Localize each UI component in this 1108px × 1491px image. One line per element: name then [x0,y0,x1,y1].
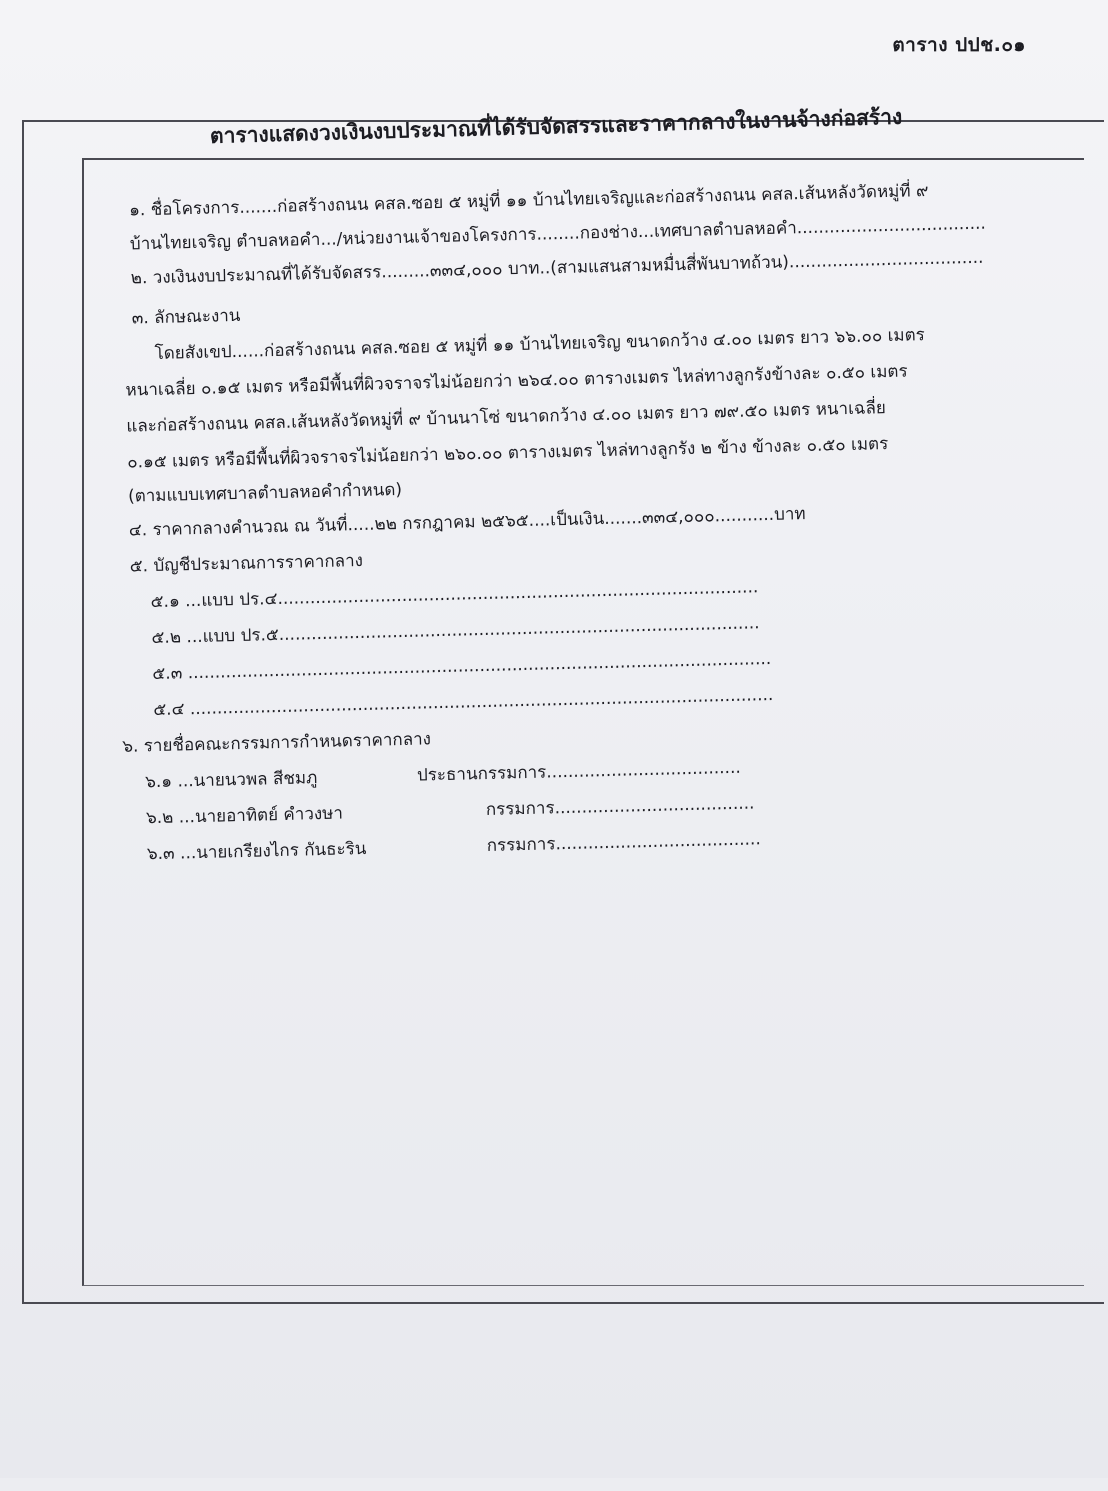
estimate-list-heading: ๕. บัญชีประมาณการราคากลาง [129,550,364,577]
estimate-item-5-1: ๕.๑ ...แบบ ปร.๔......................................................................................... [150,577,759,613]
work-description-line-3: และก่อสร้างถนน คสล.เส้นหลังวัดหมู่ที่ ๙ บ้านนาโซ่ ขนาดกว้าง ๔.๐๐ เมตร ยาว ๗๙.๕๐ เมตร หนาเฉลี่ย [126,398,887,437]
median-price-line: ๔. ราคากลางคำนวณ ณ วันที่.....๒๒ กรกฎาคม ๒๕๖๕....เป็นเงิน.......๓๓๔,๐๐๐...........บาท [128,504,806,541]
committee-member-1-name: ๖.๑ ...นายนวพล สีชมภู [144,768,318,793]
committee-member-2-name: ๖.๒ ...นายอาทิตย์ คำวงษา [145,803,344,829]
work-description-line-5: (ตามแบบเทศบาลตำบลหอคำกำหนด) [127,479,403,507]
work-description-line-1: โดยสังเขป......ก่อสร้างถนน คสล.ซอย ๕ หมู่ที่ ๑๑ บ้านไทยเจริญ ขนาดกว้าง ๔.๐๐ เมตร ยาว ๖๖.๐๐ เมตร [154,325,926,364]
committee-member-3-name: ๖.๓ ...นายเกรียงไกร กันธะริน [146,838,367,865]
budget-line: ๒. วงเงินงบประมาณที่ได้รับจัดสรร.........๓๓๔,๐๐๐ บาท..(สามแสนสามหมื่นสี่พันบาทถ้วน).................................... [130,247,984,289]
work-description-line-2: หนาเฉลี่ย ๐.๑๕ เมตร หรือมีพื้นที่ผิวจราจรไม่น้อยกว่า ๒๖๔.๐๐ ตารางเมตร ไหล่ทางลูกรังข้างละ ๐.๕๐ เมตร [125,361,908,401]
committee-member-3-role: กรรมการ...................................... [486,829,761,856]
project-name-line-2: บ้านไทยเจริญ ตำบลหอคำ.../หน่วยงานเจ้าของโครงการ........กองช่าง...เทศบาลตำบลหอคำ................................... [129,213,987,255]
estimate-item-5-4: ๕.๔ ............................................................................................................ [153,684,774,721]
form-code: ตาราง ปปช.๐๑ [892,34,1026,56]
committee-member-1-role: ประธานกรรมการ.................................... [416,757,742,786]
committee-member-2-role: กรรมการ..................................... [485,793,755,821]
project-name-line-1: ๑. ชื่อโครงการ.......ก่อสร้างถนน คสล.ซอย ๕ หมู่ที่ ๑๑ บ้านไทยเจริญและก่อสร้างถนน คสล.เส้นหลังวัดหมู่ที่ ๙ [128,181,929,221]
estimate-item-5-2: ๕.๒ ...แบบ ปร.๕......................................................................................... [151,613,760,649]
document-title: ตารางแสดงวงเงินงบประมาณที่ได้รับจัดสรรและราคากลางในงานจ้างก่อสร้าง [209,104,903,148]
work-description-heading: ๓. ลักษณะงาน [131,305,241,329]
estimate-item-5-3: ๕.๓ ............................................................................................................ [152,648,772,685]
committee-heading: ๖. รายชื่อคณะกรรมการกำหนดราคากลาง [121,729,432,757]
work-description-line-4: ๐.๑๕ เมตร หรือมีพื้นที่ผิวจราจรไม่น้อยกว่า ๒๖๐.๐๐ ตารางเมตร ไหล่ทางลูกรัง ๒ ข้าง ข้างละ ๐.๕๐ เมตร [127,434,889,473]
